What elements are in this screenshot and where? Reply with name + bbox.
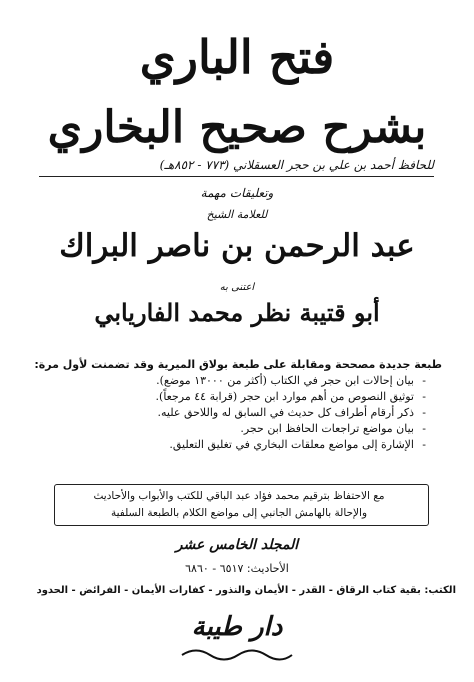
author-underline <box>39 176 434 177</box>
feature-item: - بيان إحالات ابن حجر في الكتاب (أكثر من ١٣٠٠٠ موضع). <box>27 373 414 389</box>
numbering-note-line: والإحالة بالهامش الجانبي إلى مواضع الكلام بالطبعة السلفية <box>110 507 368 519</box>
features-intro: طبعة جديدة مصححة ومقابلة على طبعة بولاق الميرية وقد تضمنت لأول مرة: <box>34 358 442 371</box>
sheikh-intro: للعلامة الشيخ <box>206 208 268 221</box>
books-line <box>37 585 456 596</box>
notes-label: وتعليقات مهمة <box>200 186 274 200</box>
books-label: الكتب: <box>424 585 456 596</box>
feature-item: - توثيق النصوص من أهم موارد ابن حجر (قرابة ٤٤ مرجعاً). <box>27 389 414 405</box>
volume-title: المجلد الخامس عشر <box>175 537 299 553</box>
numbering-note-box <box>54 484 429 526</box>
publisher-name: دار طيبة <box>191 612 283 642</box>
books-list: بقية كتاب الرقاق - القدر - الأيمان والنذور - كفارات الأيمان - الفرائض - الحدود <box>36 585 421 596</box>
features-list <box>27 373 442 453</box>
editor-name: أبو قتيبة نظر محمد الفاريابي <box>94 298 380 327</box>
feature-item: - بيان مواضع تراجعات الحافظ ابن حجر. <box>27 421 414 437</box>
author-line: للحافظ أحمد بن علي بن حجر العسقلاني (٧٧٣ - ٨٥٢هـ) <box>159 158 434 172</box>
publisher-flourish-icon <box>180 646 294 664</box>
feature-item: - ذكر أرقام أطراف كل حديث في السابق له واللاحق عليه. <box>27 405 414 421</box>
numbering-note-line: مع الاحتفاظ بترقيم محمد فؤاد عبد الباقي للكتب والأبواب والأحاديث <box>93 490 385 502</box>
hadith-range: الأحاديث: ٦٥١٧ - ٦٨٦٠ <box>185 562 289 575</box>
feature-item: - الإشارة إلى مواضع معلقات البخاري في تغليق التعليق. <box>27 437 414 453</box>
book-title: فتح الباري <box>139 30 335 84</box>
edition-features <box>27 356 442 453</box>
sheikh-name: عبد الرحمن بن ناصر البراك <box>59 228 415 264</box>
edited-by-label: اعتنى به <box>219 282 255 293</box>
book-subtitle: بشرح صحيح البخاري <box>47 102 427 153</box>
